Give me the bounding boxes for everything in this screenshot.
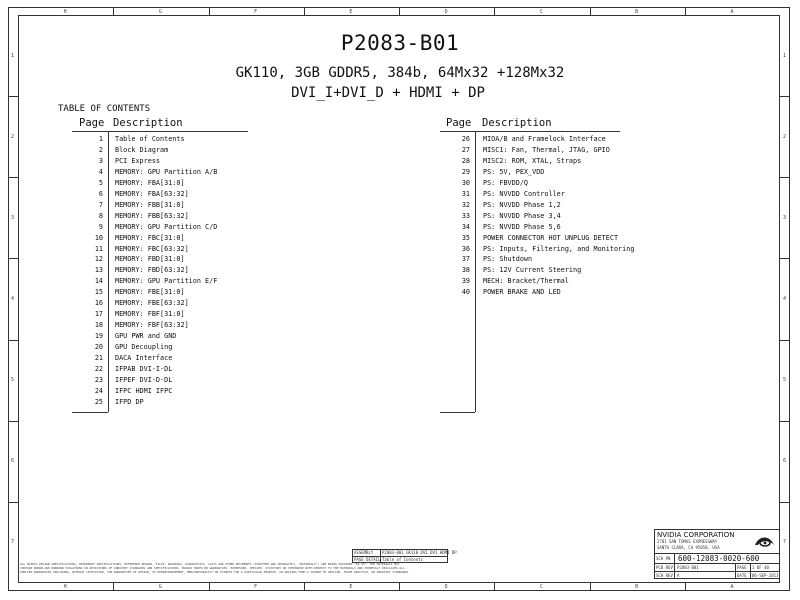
title-block-rule-3: [654, 571, 780, 572]
toc-description: MIOA/B and Framelock Interface: [483, 135, 606, 143]
drawing-number-label: SCH PN: [656, 556, 671, 561]
pcb-rev-value: P2083-B01: [677, 565, 699, 570]
toc-page-number: 17: [94, 310, 103, 319]
toc-description: PS: Inputs, Filtering, and Monitoring: [483, 244, 635, 253]
company-address-2: SANTA CLARA, CA 95050, USA: [657, 545, 720, 550]
zone-row-tick: [780, 258, 790, 259]
right-header-rule: [440, 131, 620, 132]
zone-row-tick: [780, 340, 790, 341]
page-value: 1 OF 40: [752, 565, 769, 570]
toc-page-number: 36: [461, 244, 470, 253]
zone-row-label: 3: [11, 214, 15, 221]
toc-description: MEMORY: FBC[31:0]: [115, 233, 185, 242]
zone-column-tick: [590, 7, 591, 15]
zone-column-label: D: [444, 584, 448, 590]
zone-row-label: 7: [783, 539, 787, 546]
pcb-rev-label: PCB REV: [656, 565, 673, 570]
toc-description: POWER BRAKE AND LED: [483, 288, 561, 297]
zone-column-tick: [304, 583, 305, 591]
toc-page-number: 37: [461, 255, 470, 264]
toc-page-number: 20: [94, 343, 103, 352]
toc-description: Block Diagram: [115, 145, 169, 154]
toc-page-number: 29: [461, 167, 470, 176]
left-bottom-rule: [72, 412, 108, 413]
zone-column-label: C: [539, 9, 543, 15]
toc-description: MEMORY: FBB[63:32]: [115, 211, 189, 220]
zone-row-tick: [8, 177, 18, 178]
toc-page-number: 5: [98, 178, 103, 187]
toc-page-number: 24: [94, 386, 103, 395]
toc-description: PS: NVVDD Phase 3,4: [483, 211, 561, 220]
toc-page-number: 10: [94, 233, 103, 242]
toc-description: MISC1: Fan, Thermal, JTAG, GPIO: [483, 145, 610, 154]
toc-description: PS: FBVDD/Q: [483, 178, 529, 187]
toc-description: Table of Contents: [115, 135, 185, 143]
zone-row-label: 3: [783, 214, 787, 221]
toc-description: PS: NVVDD Phase 1,2: [483, 200, 561, 209]
toc-description: POWER CONNECTOR HOT UNPLUG DETECT: [483, 233, 619, 242]
toc-page-number: 16: [94, 299, 103, 308]
toc-page-number: 35: [461, 233, 470, 242]
zone-column-tick: [209, 7, 210, 15]
toc-description: MEMORY: FBB[31:0]: [115, 200, 185, 209]
right-desc-header: Description: [482, 117, 552, 129]
sch-rev-label: SCH REV: [656, 573, 673, 578]
page-detail-value: Table of Contents: [382, 557, 423, 562]
zone-row-label: 7: [11, 539, 15, 546]
zone-row-label: 4: [11, 296, 15, 302]
toc-page-number: 39: [461, 277, 470, 286]
zone-row-tick: [780, 177, 790, 178]
toc-page-number: 28: [461, 156, 470, 165]
zone-row-label: 5: [11, 377, 15, 384]
board-subtitle-outputs: DVI_I+DVI_D + HDMI + DP: [291, 85, 485, 101]
zone-column-tick: [685, 583, 686, 591]
toc-description: PS: NVVDD Phase 5,6: [483, 222, 561, 231]
zone-column-label: H: [63, 584, 67, 590]
toc-page-number: 12: [94, 255, 103, 264]
zone-column-label: F: [254, 584, 258, 590]
toc-description: MEMORY: FBD[63:32]: [115, 266, 189, 275]
assembly-value: P2083-B01 GK110 DVI DVI HDMI DP: [382, 550, 457, 555]
toc-description: MEMORY: FBA[63:32]: [115, 189, 189, 198]
toc-page-number: 19: [94, 332, 103, 341]
toc-description: PS: Shutdown: [483, 255, 533, 264]
toc-page-number: 38: [461, 266, 470, 275]
board-title: P2083-B01: [340, 31, 460, 55]
toc-page-number: 31: [461, 189, 470, 198]
toc-page-number: 13: [94, 266, 103, 275]
zone-row-label: 6: [11, 458, 15, 465]
toc-page-number: 14: [94, 277, 103, 286]
zone-column-tick: [399, 583, 400, 591]
toc-description: MEMORY: GPU Partition C/D: [115, 222, 218, 231]
zone-row-tick: [780, 421, 790, 422]
toc-page-number: 25: [94, 397, 103, 406]
right-bottom-rule: [440, 412, 475, 413]
toc-page-number: 1: [98, 135, 103, 143]
zone-column-label: A: [730, 584, 734, 590]
left-column-divider: [108, 131, 109, 412]
toc-page-number: 2: [98, 145, 103, 154]
toc-page-number: 3: [98, 156, 103, 165]
drawing-number: 600-12083-0020-600: [678, 554, 760, 563]
page-label: PAGE: [737, 565, 747, 570]
zone-column-label: H: [63, 9, 67, 15]
zone-row-label: 5: [783, 377, 787, 384]
zone-column-label: D: [444, 9, 448, 15]
toc-heading: TABLE OF CONTENTS: [58, 104, 151, 114]
toc-page-number: 7: [98, 200, 103, 209]
title-block-divider-2: [735, 563, 736, 579]
toc-description: MEMORY: FBD[31:0]: [115, 255, 185, 264]
title-block-divider-3: [750, 563, 751, 579]
left-header-rule: [72, 131, 248, 132]
company-name: NVIDIA CORPORATION: [657, 531, 735, 539]
title-block-rule-2: [654, 563, 780, 564]
zone-column-tick: [590, 583, 591, 591]
toc-description: PS: NVVDD Controller: [483, 189, 565, 198]
toc-description: PS: 12V Current Steering: [483, 266, 582, 275]
toc-description: MEMORY: FBF[63:32]: [115, 321, 189, 330]
legal-line-2: CONTAIN KNOWN AND UNKNOWN VIOLATIONS OR DEVIATIONS OF INDUSTRY STANDARDS AND SPECIFICATIONS. NVIDIA MAKES NO WARRANTIES, EXPRESSED, IMPLIED, STATUTORY OR OTHERWISE WITH RESPECT TO THE MATERIALS AND EXPRESSLY DISCLAIMS ALL: [20, 566, 405, 570]
right-column-divider: [475, 131, 476, 412]
toc-description: MEMORY: FBA[31:0]: [115, 178, 185, 187]
date-value: 06-SEP-2013: [752, 573, 779, 578]
toc-page-number: 4: [98, 167, 103, 176]
zone-column-label: E: [349, 584, 353, 590]
toc-page-number: 33: [461, 211, 470, 220]
toc-description: GPU Decoupling: [115, 343, 173, 352]
zone-column-tick: [494, 583, 495, 591]
right-page-header: Page: [446, 117, 472, 129]
toc-page-number: 34: [461, 222, 470, 231]
zone-column-label: F: [254, 9, 258, 15]
legal-line-1: ALL NVIDIA DESIGN SPECIFICATIONS, REFERENCE SPECIFICATIONS, REFERENCE BOARDS, FILES, DRAWINGS, DIAGNOSTICS, LISTS AND OTHER DOCUMENTS (TOGETHER AND SEPARATELY, "MATERIALS") ARE BEING PROVIDED "AS IS". THE MATERIALS MAY: [20, 562, 400, 566]
zone-column-tick: [113, 583, 114, 591]
toc-description: IFPEF DVI-D-DL: [115, 375, 173, 384]
zone-row-label: 6: [783, 458, 787, 465]
toc-page-number: 30: [461, 178, 470, 187]
nvidia-logo-icon: [751, 531, 778, 552]
zone-row-tick: [780, 502, 790, 503]
zone-column-tick: [209, 583, 210, 591]
toc-page-number: 22: [94, 364, 103, 373]
zone-row-label: 1: [11, 52, 15, 59]
toc-description: DACA Interface: [115, 354, 173, 362]
zone-row-label: 1: [783, 52, 787, 59]
page-detail-label: PAGE DETAIL: [354, 557, 381, 562]
assembly-label: ASSEMBLY: [354, 550, 374, 555]
company-address-1: 2701 SAN TOMAS EXPRESSWAY: [657, 539, 718, 544]
zone-row-label: 4: [783, 296, 787, 302]
left-desc-header: Description: [113, 117, 183, 129]
toc-page-number: 15: [94, 288, 103, 297]
sch-rev-value: A: [677, 573, 680, 578]
legal-line-3: IMPLIED WARRANTIES INCLUDING, WITHOUT LIMITATION, THE WARRANTIES OF DESIGN, OF NONINFRINGEMENT, MERCHANTABILITY OR FITNESS FOR A PARTICULAR PURPOSE, OR ARISING FROM A COURSE OF DEALING, TRADE PRACTICE, OR INDUSTRY STANDARDS.: [20, 570, 410, 574]
zone-column-tick: [304, 7, 305, 15]
toc-page-number: 21: [94, 354, 103, 362]
zone-column-label: A: [730, 9, 734, 15]
zone-row-tick: [8, 258, 18, 259]
left-page-header: Page: [79, 117, 105, 129]
toc-description: MEMORY: FBE[31:0]: [115, 288, 185, 297]
zone-column-tick: [494, 7, 495, 15]
toc-page-number: 32: [461, 200, 470, 209]
title-block-divider: [674, 553, 675, 579]
toc-description: IFPAB DVI-I-DL: [115, 364, 173, 373]
zone-column-tick: [685, 7, 686, 15]
toc-page-number: 6: [98, 189, 103, 198]
toc-description: MECH: Bracket/Thermal: [483, 277, 569, 286]
toc-page-number: 9: [98, 222, 103, 231]
toc-description: IFPD DP: [115, 397, 144, 406]
toc-description: MEMORY: FBF[31:0]: [115, 310, 185, 319]
zone-column-label: E: [349, 9, 353, 15]
toc-page-number: 11: [94, 244, 103, 253]
zone-row-tick: [8, 340, 18, 341]
toc-description: IFPC HDMI IFPC: [115, 386, 173, 395]
zone-column-label: B: [635, 584, 639, 590]
zone-row-tick: [8, 502, 18, 503]
zone-column-label: G: [158, 9, 162, 15]
toc-description: MEMORY: GPU Partition A/B: [115, 167, 218, 176]
toc-description: PCI Express: [115, 156, 161, 165]
zone-column-label: B: [635, 9, 639, 15]
toc-description: MEMORY: FBE[63:32]: [115, 299, 189, 308]
toc-page-number: 18: [94, 321, 103, 330]
toc-description: MISC2: ROM, XTAL, Straps: [483, 156, 582, 165]
toc-description: GPU PWR and GND: [115, 332, 177, 341]
zone-row-label: 2: [783, 133, 787, 140]
toc-page-number: 40: [461, 288, 470, 297]
date-label: DATE: [737, 573, 747, 578]
toc-page-number: 23: [94, 375, 103, 384]
zone-column-label: G: [158, 584, 162, 590]
toc-description: MEMORY: FBC[63:32]: [115, 244, 189, 253]
board-subtitle-gpu: GK110, 3GB GDDR5, 384b, 64Mx32 +128Mx32: [235, 65, 565, 81]
zone-column-tick: [113, 7, 114, 15]
toc-page-number: 26: [461, 135, 470, 143]
zone-row-label: 2: [11, 133, 15, 140]
zone-row-tick: [8, 421, 18, 422]
toc-description: PS: 5V, PEX_VDD: [483, 167, 545, 176]
toc-page-number: 8: [98, 211, 103, 220]
toc-description: MEMORY: GPU Partition E/F: [115, 277, 218, 286]
zone-column-label: C: [539, 584, 543, 590]
zone-column-tick: [399, 7, 400, 15]
toc-page-number: 27: [461, 145, 470, 154]
